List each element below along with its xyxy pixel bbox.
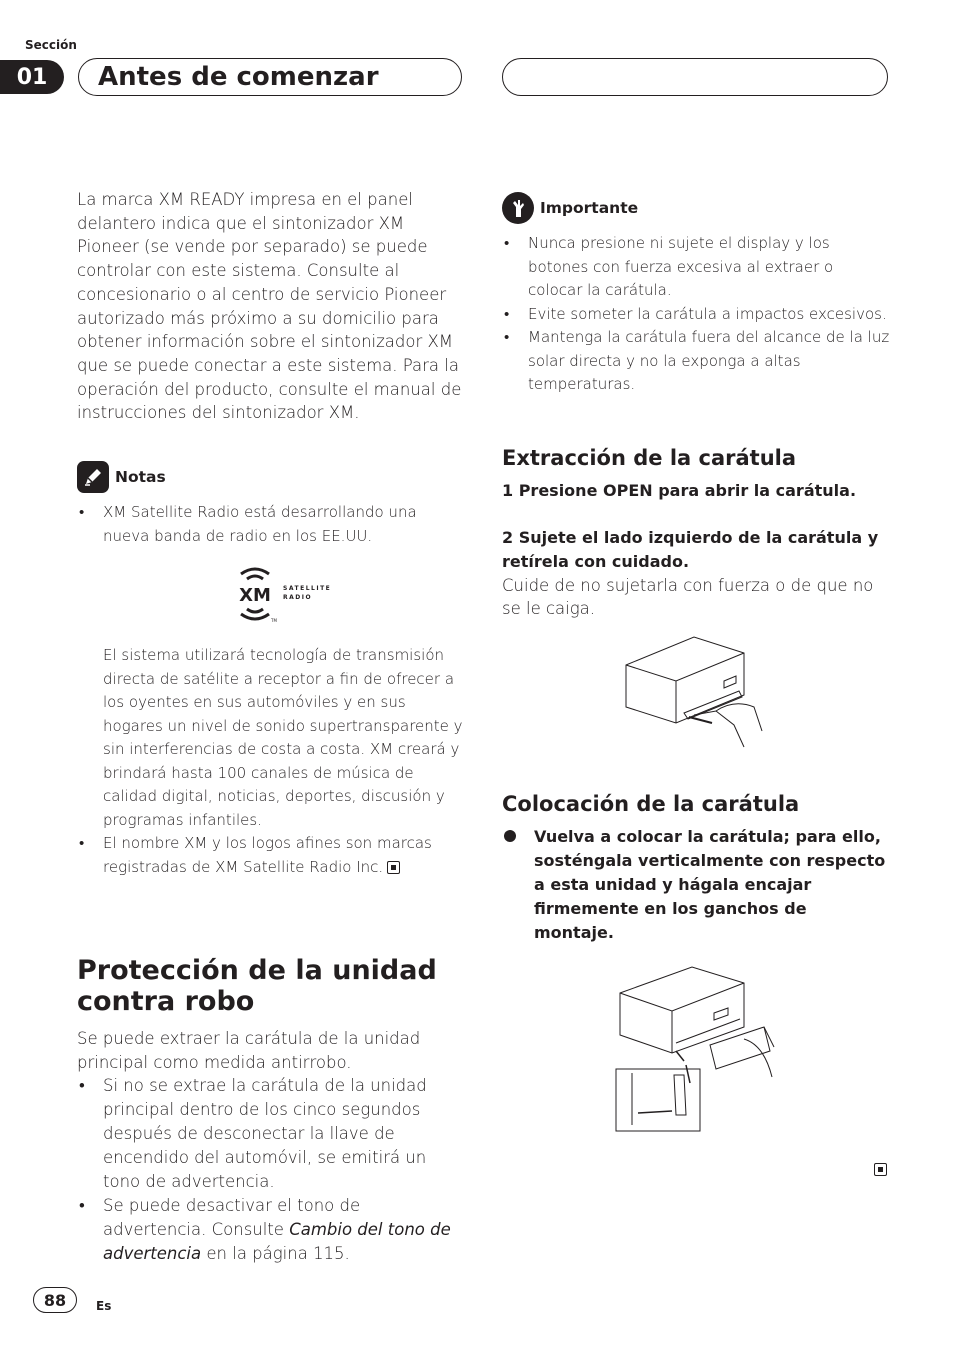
right-column — [502, 192, 892, 1135]
removal-step-2-desc: Cuide de no sujetarla con fuerza o de que no se le caiga. — [502, 575, 874, 619]
attach-illustration — [614, 965, 784, 1135]
note-item — [77, 832, 467, 879]
note-text: El nombre XM y los logos afines son marcas registradas de XM Satellite Radio Inc. — [103, 834, 432, 876]
xm-logo-satellite: SATELLITE — [283, 585, 332, 593]
language-code: Es — [96, 1299, 112, 1313]
theft-item-post: en la página 115. — [201, 1244, 350, 1264]
important-hand-icon — [502, 192, 534, 224]
theft-item: • Si no se extrae la carátula de la unidad principal dentro de los cinco segundos después de desconectar la llave de encendido del automóvil, se emitirá un tono de advertencia. — [77, 1074, 467, 1194]
bullet-dot-icon — [504, 830, 516, 842]
notes-list — [77, 501, 467, 548]
important-heading — [502, 192, 892, 224]
removal-heading: Extracción de la carátula — [502, 445, 797, 470]
attach-step-text: Vuelva a colocar la carátula; para ello, sosténgala verticalmente con respecto a esta unidad y hágala encajar firmemente en los ganchos de montaje. — [534, 826, 886, 942]
attach-step — [502, 825, 892, 945]
notes-heading — [77, 461, 467, 493]
cross-reference-link[interactable]: Cambio del tono de advertencia — [103, 1220, 451, 1264]
theft-item-pre: Se puede desactivar el tono de advertencia. Consulte — [103, 1196, 361, 1240]
theft-protection-heading: Protección de la unidad contra robo — [77, 955, 437, 1018]
end-mark-icon — [874, 1163, 887, 1176]
xm-logo-letters: XM — [239, 585, 271, 607]
section-title: Antes de comenzar — [98, 62, 379, 92]
header-empty-frame — [502, 58, 888, 96]
note-continuation: El sistema utilizará tecnología de transmisión directa de satélite a receptor a fin de ofrecer a los oyentes en sus automóviles y en sus hogares un nivel de sonido supertransparente y sin interferencias de costa a costa. XM creará y brindará hasta 100 canales de música de calidad digital, noticias, deportes, discusión y programas infantiles. — [103, 646, 463, 829]
xm-logo-radio: RADIO — [283, 594, 313, 602]
theft-list — [77, 1074, 467, 1266]
attach-heading: Colocación de la carátula — [502, 791, 800, 816]
end-mark-wrapper — [870, 1159, 887, 1178]
xm-ready-intro: La marca XM READY impresa en el panel delantero indica que el sintonizador XM Pioneer (se vende por separado) se puede controlar con este sistema. Consulte al concesionario o al centro de servicio Pioneer autorizado más próximo a su domicilio para obtener información sobre el sintonizador XM que se puede conectar a este sistema. Para la operación del producto, consulte el manual de instrucciones del sintonizador XM. — [77, 190, 462, 423]
theft-intro: Se puede extraer la carátula de la unidad principal como medida antirrobo. — [77, 1029, 421, 1072]
important-title: Importante — [540, 199, 639, 217]
notes-list-2 — [77, 832, 467, 879]
theft-item — [77, 1194, 467, 1266]
important-item: • Evite someter la carátula a impactos excesivos. — [502, 303, 892, 327]
important-item: • Mantenga la carátula fuera del alcance de la luz solar directa y no la exponga a altas temperaturas. — [502, 326, 892, 397]
xm-logo-tm: TM — [271, 618, 277, 624]
important-item: • Nunca presione ni sujete el display y los botones con fuerza excesiva al extraer o colocar la carátula. — [502, 232, 892, 303]
page-number: 88 — [33, 1287, 77, 1313]
end-mark-icon — [387, 861, 400, 874]
section-label: Sección — [25, 38, 77, 52]
removal-step-1: 1 Presione OPEN para abrir la carátula. — [502, 480, 857, 500]
removal-illustration — [624, 635, 774, 755]
pencil-icon — [77, 461, 109, 493]
removal-step-2: 2 Sujete el lado izquierdo de la carátula y retírela con cuidado. — [502, 527, 879, 571]
xm-satellite-radio-logo — [233, 562, 343, 626]
section-number: 01 — [0, 60, 64, 94]
important-list — [502, 232, 892, 397]
left-column — [77, 188, 467, 1266]
notes-title: Notas — [115, 468, 166, 487]
note-item: • XM Satellite Radio está desarrollando una nueva banda de radio en los EE.UU. — [77, 501, 467, 548]
